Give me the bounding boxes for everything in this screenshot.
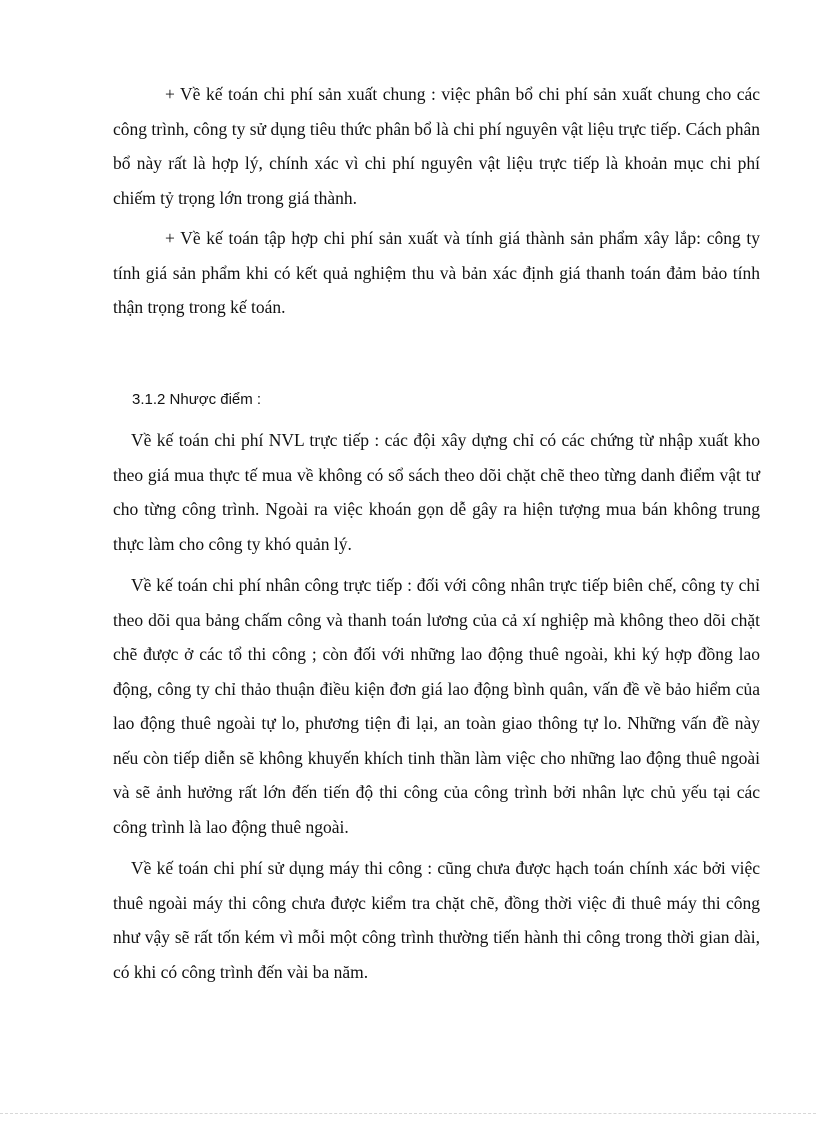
paragraph-cost-aggregation: + Về kế toán tập hợp chi phí sản xuất và tính giá thành sản phẩm xây lắp: công ty tính giá sản phẩm khi có kết quả nghiệm thu và bản xác định giá thanh toán đảm bảo tính thận trọng trong kế toán. [113,228,760,317]
paragraph-direct-labor-cost: Về kế toán chi phí nhân công trực tiếp : đối với công nhân trực tiếp biên chế, công ty chỉ theo dõi qua bảng chấm công và thanh toán lương của cả xí nghiệp mà không theo dõi chặt chẽ được ở các tổ thi công ; còn đối với những lao động thuê ngoài, khi ký hợp đồng lao động, công ty chỉ thảo thuận điều kiện đơn giá lao động bình quân, vấn đề về bảo hiểm của lao động thuê ngoài tự lo, phương tiện đi lại, an toàn giao thông tự lo. Những vấn đề này nếu còn tiếp diễn sẽ không khuyến khích tinh thần làm việc cho những lao động thuê ngoài và sẽ ảnh hưởng rất lớn đến tiến độ thi công của công trình bởi nhân lực chủ yếu tại các công trình là lao động thuê ngoài. [113,575,760,837]
page-bottom-divider [0,1113,816,1114]
paragraph-general-production-cost: + Về kế toán chi phí sản xuất chung : việc phân bổ chi phí sản xuất chung cho các công trình, công ty sử dụng tiêu thức phân bổ là chi phí nguyên vật liệu trực tiếp. Cách phân bổ này rất là hợp lý, chính xác vì chi phí nguyên vật liệu trực tiếp là khoản mục chi phí chiếm tỷ trọng lớn trong giá thành. [113,84,760,208]
paragraph-direct-material-cost: Về kế toán chi phí NVL trực tiếp : các đội xây dựng chỉ có các chứng từ nhập xuất kho theo giá mua thực tế mua về không có sổ sách theo dõi chặt chẽ theo từng danh điểm vật tư cho từng công trình. Ngoài ra việc khoán gọn dễ gây ra hiện tượng mua bán không trung thực làm cho công ty khó quản lý. [113,430,760,554]
paragraph-machine-cost: Về kế toán chi phí sử dụng máy thi công : cũng chưa được hạch toán chính xác bởi việc thuê ngoài máy thi công chưa được kiểm tra chặt chẽ, đồng thời việc đi thuê máy thi công như vậy sẽ rất tốn kém vì mỗi một công trình thường tiến hành thi công trong thời gian dài, có khi có công trình đến vài ba năm. [113,858,760,982]
section-heading-weaknesses: 3.1.2 Nhược điểm : [132,391,262,408]
